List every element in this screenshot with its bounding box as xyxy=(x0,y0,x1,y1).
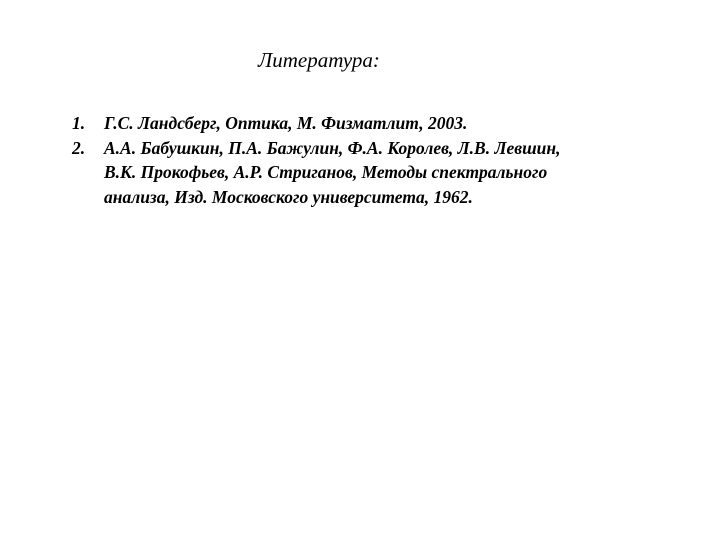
page-title: Литература: xyxy=(258,48,380,72)
reference-text: В.К. Прокофьев, А.Р. Стриганов, Методы спектрального xyxy=(104,162,548,182)
reference-number: 2. xyxy=(72,137,86,158)
reference-list xyxy=(72,111,692,209)
reference-item xyxy=(72,111,692,136)
reference-text: Г.С. Ландсберг, Оптика, М. Физматлит, 2003. xyxy=(104,113,468,133)
reference-text: А.А. Бабушкин, П.А. Бажулин, Ф.А. Королев, Л.В. Левшин, xyxy=(104,137,561,158)
reference-item xyxy=(72,136,692,210)
reference-text: анализа, Изд. Московского университета, 1962. xyxy=(104,186,473,207)
reference-number: 1. xyxy=(72,113,86,133)
